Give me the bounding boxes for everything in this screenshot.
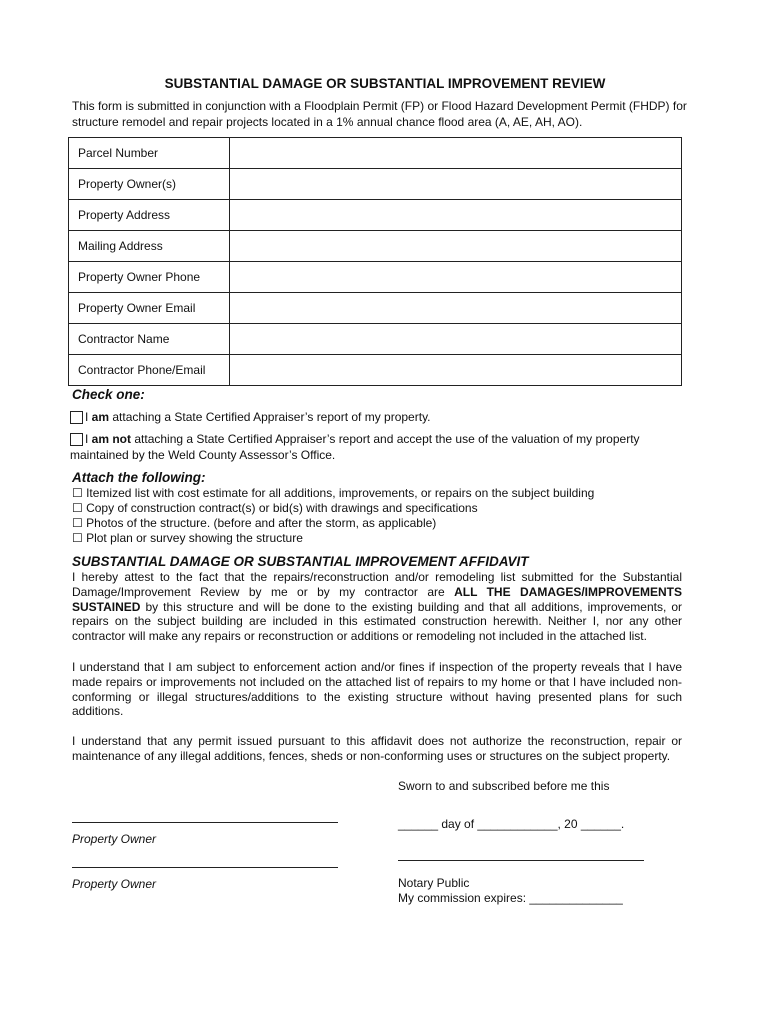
attach-heading: Attach the following: (72, 470, 206, 485)
field-label: Property Owner Email (69, 293, 230, 324)
option-attaching-appraisal: I am attaching a State Certified Appraiser’s report of my property. (70, 409, 690, 425)
affidavit-heading: SUBSTANTIAL DAMAGE OR SUBSTANTIAL IMPROVEMENT AFFIDAVIT (72, 554, 529, 569)
field-label: Mailing Address (69, 231, 230, 262)
affidavit-paragraph-1: I hereby attest to the fact that the repairs/reconstruction and/or remodeling list submitted for the Substantial Damage/Improvement Review by me or by my contractor are ALL THE DAMAGES/IMPROVEMENTS SUSTAINED by this structure and will be done to the existing building and that all additions, improvements, or repairs on the subject building are included in this estimated construction herewith. Neither I, nor any other contractor will make any repairs or reconstruction or additions or remodeling not included in the attached list. (72, 570, 683, 644)
field-label: Contractor Name (69, 324, 230, 355)
affidavit-paragraph-2: I understand that I am subject to enforcement action and/or fines if inspection of the property reveals that I have made repairs or improvements not included on the attached list of repairs to my home or that I have included non-conforming or illegal structures/additions to the existing structure without having presented plans for such additions. (72, 660, 682, 719)
field-input[interactable] (230, 355, 682, 386)
field-label: Parcel Number (69, 138, 230, 169)
field-row (69, 293, 682, 324)
field-input[interactable] (230, 231, 682, 262)
field-row (69, 324, 682, 355)
checkbox-not-attaching[interactable] (70, 433, 83, 446)
field-input[interactable] (230, 262, 682, 293)
check-one-heading: Check one: (72, 387, 145, 402)
attach-item-cost-list[interactable]: ☐ Itemized list with cost estimate for all additions, improvements, or repairs on the subject building (72, 486, 595, 500)
option-not-attaching-appraisal: I am not attaching a State Certified Appraiser’s report and accept the use of the valuation of my property maintained by the Weld County Assessor’s Office. (70, 432, 640, 462)
field-label: Property Address (69, 200, 230, 231)
affidavit-paragraph-3: I understand that any permit issued pursuant to this affidavit does not authorize the reconstruction, repair or maintenance of any illegal additions, fences, sheds or non-conforming uses or structures on the subject property. (72, 734, 682, 763)
owner-signature-line-1[interactable] (72, 822, 338, 823)
field-input[interactable] (230, 324, 682, 355)
attach-item-plot-plan[interactable]: ☐ Plot plan or survey showing the structure (72, 531, 303, 545)
field-input[interactable] (230, 293, 682, 324)
commission-expires[interactable]: My commission expires: ______________ (398, 891, 623, 905)
field-input[interactable] (230, 200, 682, 231)
form-title: SUBSTANTIAL DAMAGE OR SUBSTANTIAL IMPROVEMENT REVIEW (164, 76, 606, 91)
field-label: Property Owner Phone (69, 262, 230, 293)
field-label: Property Owner(s) (69, 169, 230, 200)
field-label: Contractor Phone/Email (69, 355, 230, 386)
field-row (69, 200, 682, 231)
notary-signature-line[interactable] (398, 860, 644, 861)
field-row (69, 169, 682, 200)
intro-text: This form is submitted in conjunction with a Floodplain Permit (FP) or Flood Hazard Development Permit (FHDP) for structure remodel and repair projects located in a 1% annual chance flood area (A, AE, AH, AO). (72, 99, 687, 129)
field-row (69, 355, 682, 386)
field-input[interactable] (230, 169, 682, 200)
field-input[interactable] (230, 138, 682, 169)
notary-label: Notary Public (398, 876, 470, 890)
checkbox-attaching[interactable] (70, 411, 83, 424)
property-info-table (68, 137, 682, 386)
field-row (69, 231, 682, 262)
owner-label-2: Property Owner (72, 877, 157, 891)
sworn-text: Sworn to and subscribed before me this (398, 779, 610, 793)
owner-signature-line-2[interactable] (72, 867, 338, 868)
owner-label-1: Property Owner (72, 832, 157, 846)
attach-item-contract[interactable]: ☐ Copy of construction contract(s) or bid(s) with drawings and specifications (72, 501, 478, 515)
day-of-line[interactable]: ______ day of ____________, 20 ______. (398, 817, 625, 831)
attach-item-photos[interactable]: ☐ Photos of the structure. (before and after the storm, as applicable) (72, 516, 437, 530)
field-row (69, 138, 682, 169)
field-row (69, 262, 682, 293)
